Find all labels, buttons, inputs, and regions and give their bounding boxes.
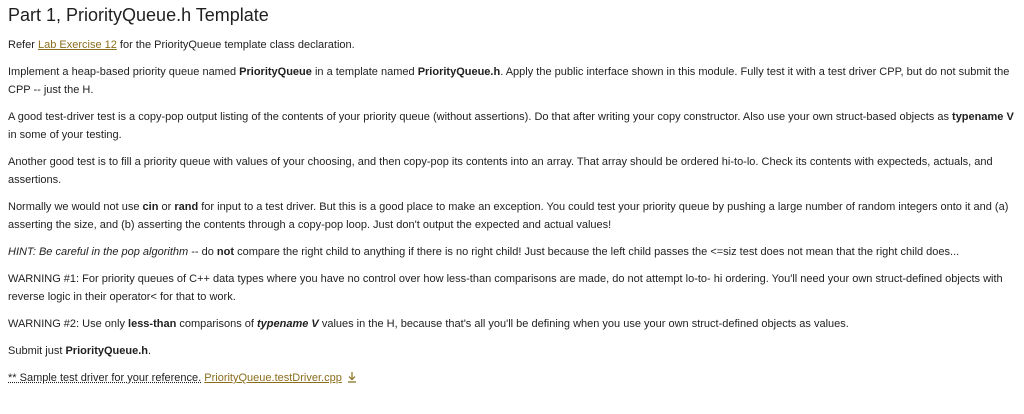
file-name: PriorityQueue.h	[417, 66, 501, 78]
text: Normally we would not use	[8, 201, 143, 213]
paragraph-warning-1	[8, 270, 1016, 306]
paragraph-cin-rand	[8, 198, 1016, 234]
paragraph-implement	[8, 63, 1016, 99]
paragraph-another-test	[8, 153, 1016, 189]
text: in some of your testing.	[8, 129, 122, 141]
typename-v: typename V	[257, 318, 319, 330]
text: Submit just	[8, 345, 66, 357]
text: WARNING #2: Use only	[8, 318, 129, 330]
sample-driver-link[interactable]: ** Sample test driver for your reference.	[8, 372, 202, 384]
text: -- do	[188, 246, 217, 258]
class-name: PriorityQueue	[239, 66, 312, 78]
text: .	[148, 345, 152, 357]
download-icon[interactable]	[346, 371, 358, 383]
paragraph-hint	[8, 243, 1016, 261]
paragraph-footer	[8, 369, 1016, 387]
text: for the PriorityQueue template class declaration.	[116, 39, 355, 51]
text: Refer	[8, 39, 38, 51]
text: comparisons of	[176, 318, 258, 330]
paragraph-copy-pop	[8, 108, 1016, 144]
text: WARNING #1: For priority queues of C++ data types where you have no control over how less-than comparisons are made, do not attempt lo-to- hi ordering. You'll need your own struct-defined objects with reverse logic in their operator< for that to work.	[8, 273, 1003, 303]
text: values in the H, because that's all you'll be defining when you use your own struct-defined objects as values.	[318, 318, 849, 330]
text: Another good test is to fill a priority queue with values of your choosing, and then copy-pop its contents into an array. That array should be ordered hi-to-lo. Check its contents with expecteds, actuals, and assertions.	[8, 156, 993, 186]
cin-keyword: cin	[142, 201, 159, 213]
typename-v: typename V	[952, 111, 1014, 123]
text: . Apply the public interface shown in this module. Fully test it with a test driver CPP, but do not submit the CPP -- just the H.	[8, 66, 1010, 96]
text: Implement a heap-based priority queue named	[8, 66, 240, 78]
file-name: PriorityQueue.h	[65, 345, 148, 357]
page-title: Part 1, PriorityQueue.h Template	[8, 5, 269, 25]
not-keyword: not	[216, 246, 235, 258]
paragraph-refer	[8, 36, 1016, 54]
text: compare the right child to anything if there is no right child! Just because the left child passes the <=siz test does not mean that the right child does...	[234, 246, 960, 258]
paragraph-submit	[8, 342, 1016, 360]
less-than-keyword: less-than	[128, 318, 177, 330]
text: in a template named	[311, 66, 418, 78]
hint-label: HINT: Be careful in the pop algorithm	[8, 246, 189, 258]
lab-exercise-link[interactable]: Lab Exercise 12	[37, 39, 117, 51]
rand-keyword: rand	[174, 201, 199, 213]
text: for input to a test driver. But this is a good place to make an exception. You could test your priority queue by pushing a large number of random integers onto it and (a) asserting the size, and (b) asserting the contents through a copy-pop loop. Just don't output the expected and actual values!	[8, 201, 1009, 231]
text: or	[158, 201, 175, 213]
paragraph-warning-2	[8, 315, 1016, 333]
test-driver-file-link[interactable]: PriorityQueue.testDriver.cpp	[204, 372, 342, 384]
text: A good test-driver test is a copy-pop output listing of the contents of your priority queue (without assertions). Do that after writing your copy constructor. Also use your own struct-based objects as	[8, 111, 953, 123]
